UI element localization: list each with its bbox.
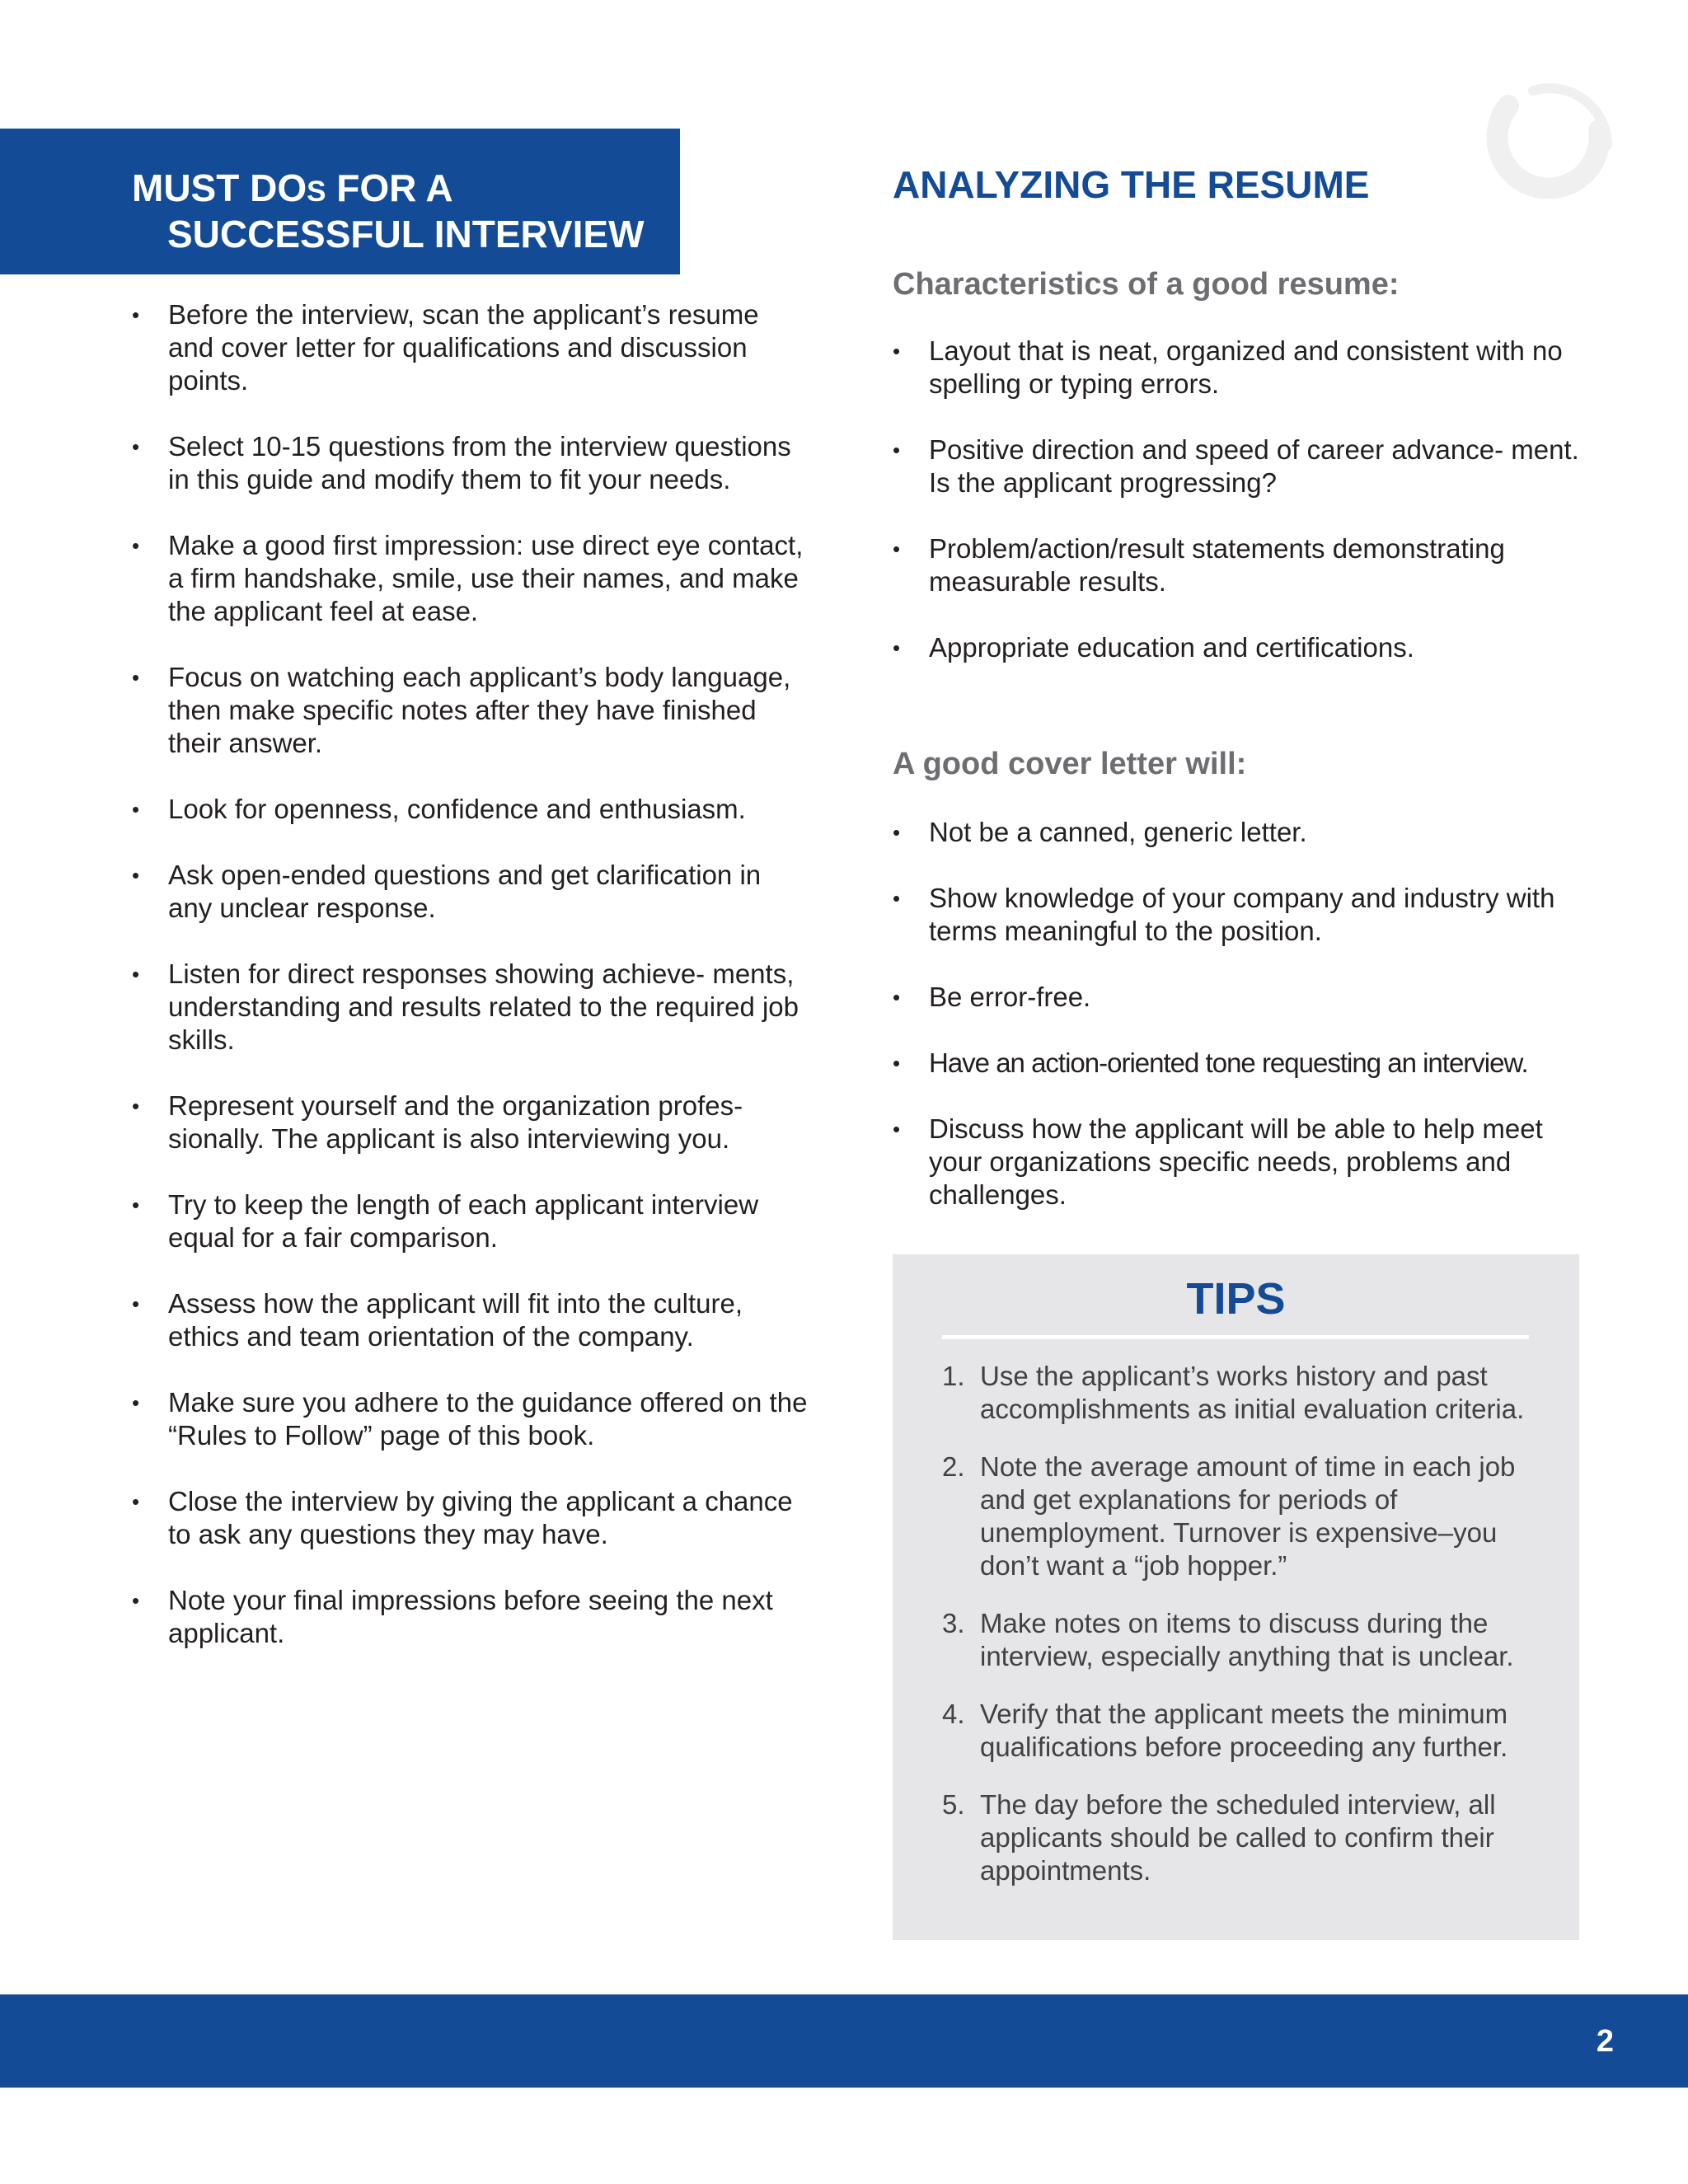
tip-item — [942, 1451, 1552, 1582]
tip-text: The day before the scheduled interview, all applicants should be called to confirm their appointments. — [980, 1789, 1496, 1886]
tip-item — [942, 1360, 1552, 1426]
list-item: • Positive direction and speed of career advance- ment. Is the applicant progressing? — [893, 434, 1601, 499]
list-item: • Show knowledge of your company and industry with terms meaningful to the position. — [893, 882, 1601, 948]
analyzing-resume-title: ANALYZING THE RESUME — [893, 163, 1370, 206]
footer-band — [0, 1994, 1688, 2088]
tip-number: 4. — [942, 1699, 965, 1729]
tip-number: 1. — [942, 1361, 965, 1391]
list-item: • Make sure you adhere to the guidance offered on the “Rules to Follow” page of this book. — [132, 1386, 808, 1452]
tips-box — [893, 1254, 1579, 1940]
list-item: • Be error-free. — [893, 981, 1601, 1014]
tip-number: 5. — [942, 1789, 965, 1820]
list-item: • Not be a canned, generic letter. — [893, 816, 1601, 849]
list-item: • Make a good first impression: use direct eye contact, a firm handshake, smile, use their names, and make the applicant feel at ease. — [132, 529, 808, 628]
resume-characteristics-list — [893, 335, 1601, 697]
tip-text: Make notes on items to discuss during the interview, especially anything that is unclear. — [980, 1608, 1514, 1671]
list-item: • Before the interview, scan the applicant’s resume and cover letter for qualifications and discussion points. — [132, 298, 808, 397]
tip-text: Use the applicant’s works history and past accomplishments as initial evaluation criteria. — [980, 1361, 1525, 1424]
left-heading-band — [0, 129, 680, 274]
list-item: • Listen for direct responses showing achieve- ments, understanding and results related to the required job skills. — [132, 958, 808, 1057]
cover-letter-heading: A good cover letter will: — [893, 747, 1247, 781]
tips-divider — [942, 1335, 1529, 1339]
list-item: • Represent yourself and the organization profes- sionally. The applicant is also interviewing you. — [132, 1090, 808, 1155]
list-item: • Have an action-oriented tone requesting an interview. — [893, 1047, 1601, 1080]
tip-text: Verify that the applicant meets the minimum qualifications before proceeding any further. — [980, 1699, 1508, 1762]
tips-list — [942, 1360, 1552, 1912]
list-item: • Discuss how the applicant will be able to help meet your organizations specific needs, problems and challenges. — [893, 1113, 1601, 1212]
tip-item — [942, 1698, 1552, 1764]
cover-letter-list — [893, 816, 1601, 1244]
page-number: 2 — [1596, 2024, 1614, 2059]
list-item: • Layout that is neat, organized and consistent with no spelling or typing errors. — [893, 335, 1601, 401]
list-item: • Note your final impressions before seeing the next applicant. — [132, 1584, 808, 1650]
tip-number: 2. — [942, 1451, 965, 1482]
must-dos-list — [132, 298, 808, 1683]
tips-title: TIPS — [1186, 1274, 1286, 1324]
list-item: • Try to keep the length of each applicant interview equal for a fair comparison. — [132, 1188, 808, 1254]
tip-item — [942, 1788, 1552, 1887]
resume-characteristics-heading: Characteristics of a good resume: — [893, 267, 1400, 302]
list-item: • Appropriate education and certifications. — [893, 631, 1601, 664]
tip-text: Note the average amount of time in each job and get explanations for periods of unemployment. Turnover is expensive–you don’t want a “job hopper.” — [980, 1451, 1516, 1581]
list-item: • Focus on watching each applicant’s body language, then make specific notes after they have finished their answer. — [132, 661, 808, 760]
list-item: • Look for openness, confidence and enthusiasm. — [132, 793, 808, 826]
list-item: • Assess how the applicant will fit into the culture, ethics and team orientation of the company. — [132, 1287, 808, 1353]
tip-number: 3. — [942, 1608, 965, 1638]
left-heading-line1: MUST DOS FOR A — [132, 166, 453, 209]
list-item: • Ask open-ended questions and get clarification in any unclear response. — [132, 859, 808, 925]
tip-item — [942, 1607, 1552, 1673]
list-item: • Problem/action/result statements demonstrating measurable results. — [893, 532, 1601, 598]
list-item: • Select 10-15 questions from the interview questions in this guide and modify them to fit your needs. — [132, 430, 808, 496]
circular-swoosh-logo-icon — [1475, 73, 1624, 221]
list-item: • Close the interview by giving the applicant a chance to ask any questions they may have. — [132, 1485, 808, 1551]
left-heading-line2: SUCCESSFUL INTERVIEW — [167, 213, 645, 255]
